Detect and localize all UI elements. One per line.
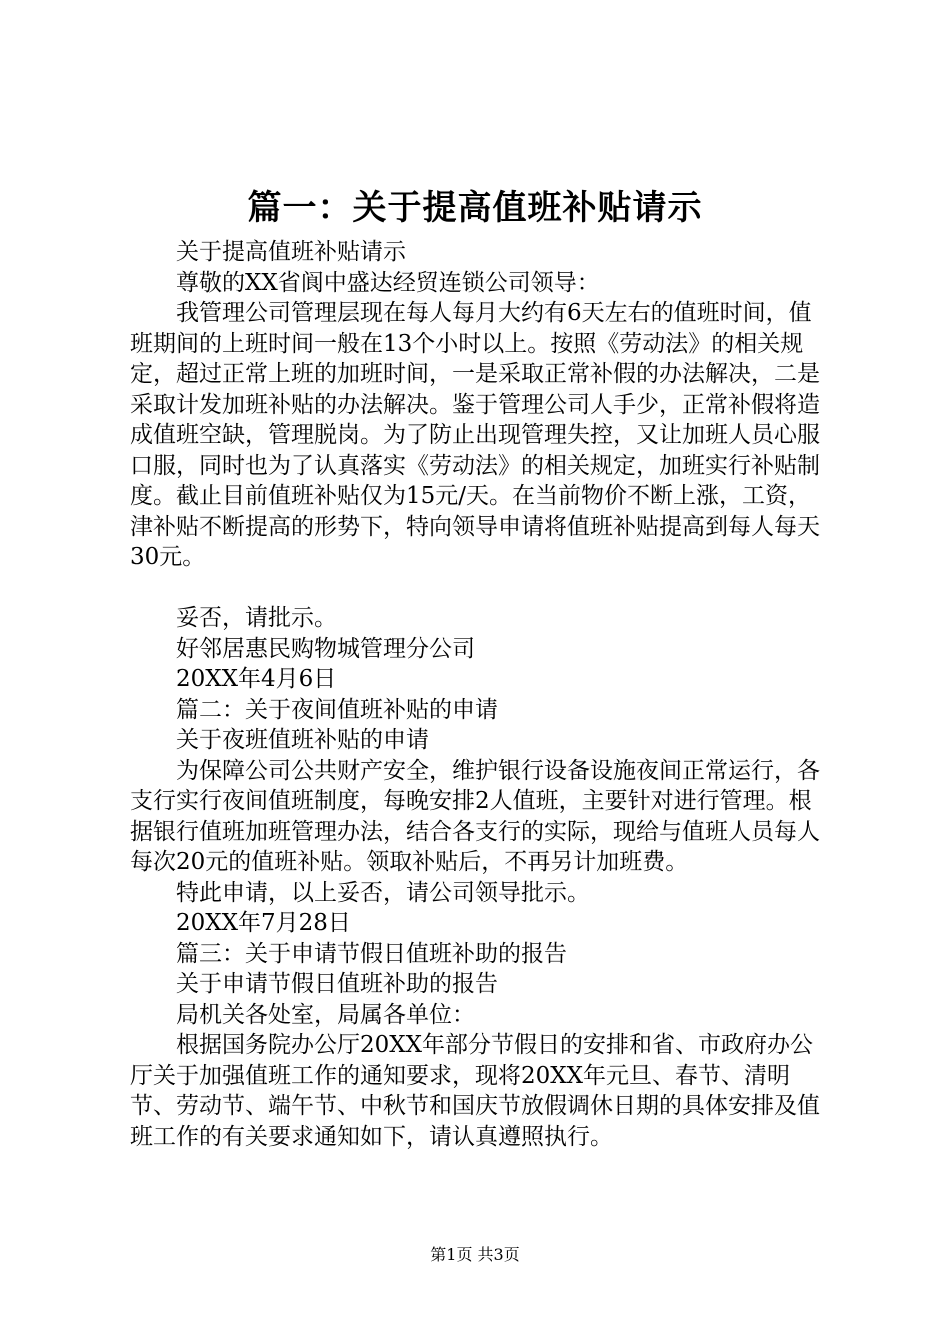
salutation-1: 尊敬的XX省阆中盛达经贸连锁公司领导： xyxy=(176,269,600,296)
request-heading-1: 关于提高值班补贴请示 xyxy=(176,239,406,265)
body-paragraph-1: 我管理公司管理层现在每人每月大约有6天左右的值班时间，值班期间的上班时间一般在13个小时以上。按照《劳动法》的相关规定，超过正常上班的加班时间，一是采取正常补假的办法解决，二是采取计发加班补贴的办法解决。鉴于管理公司人手少，正常补假将造成值班空缺，管理脱岗。为了防止出现管理失控，又让加班人员心服口服，同时也为了认真落实《劳动法》的相关规定，加班实行补贴制度。截止目前值班补贴仅为15元/天。在当前物价不断上涨，工资，津补贴不断提高的形势下，特向领导申请将值班补贴提高到每人每天30元。 xyxy=(130,300,820,570)
document-title: 篇一：关于提高值班补贴请示 xyxy=(247,188,703,228)
section-heading-2: 篇二：关于夜间值班补贴的申请 xyxy=(176,696,498,723)
page-footer: 第1页 共3页 xyxy=(430,1245,520,1264)
request-heading-2: 关于夜班值班补贴的申请 xyxy=(176,727,429,753)
salutation-3: 局机关各处室，局属各单位： xyxy=(176,1001,475,1028)
body-paragraph-2: 为保障公司公共财产安全，维护银行设备设施夜间正常运行，各支行实行夜间值班制度，每晚安排2人值班，主要针对进行管理。根据银行值班加班管理办法，结合各支行的实际，现给与值班人员每人每次20元的值班补贴。领取补贴后，不再另计加班费。 xyxy=(130,757,820,875)
closing-2: 特此申请，以上妥否，请公司领导批示。 xyxy=(176,879,590,906)
closing-1: 妥否，请批示。 xyxy=(176,605,337,631)
section-heading-3: 篇三：关于申请节假日值班补助的报告 xyxy=(176,940,567,967)
blank-line xyxy=(130,573,830,604)
date-1: 20XX年4月6日 xyxy=(176,666,337,692)
document-body xyxy=(130,237,830,1152)
body-paragraph-3: 根据国务院办公厅20XX年部分节假日的安排和省、市政府办公厅关于加强值班工作的通知要求，现将20XX年元旦、春节、清明节、劳动节、端午节、中秋节和国庆节放假调休日期的具体安排及值班工作的有关要求通知如下，请认真遵照执行。 xyxy=(130,1032,820,1150)
date-2: 20XX年7月28日 xyxy=(176,910,351,936)
signature-1: 好邻居惠民购物城管理分公司 xyxy=(176,635,475,662)
report-heading-3: 关于申请节假日值班补助的报告 xyxy=(176,971,498,997)
